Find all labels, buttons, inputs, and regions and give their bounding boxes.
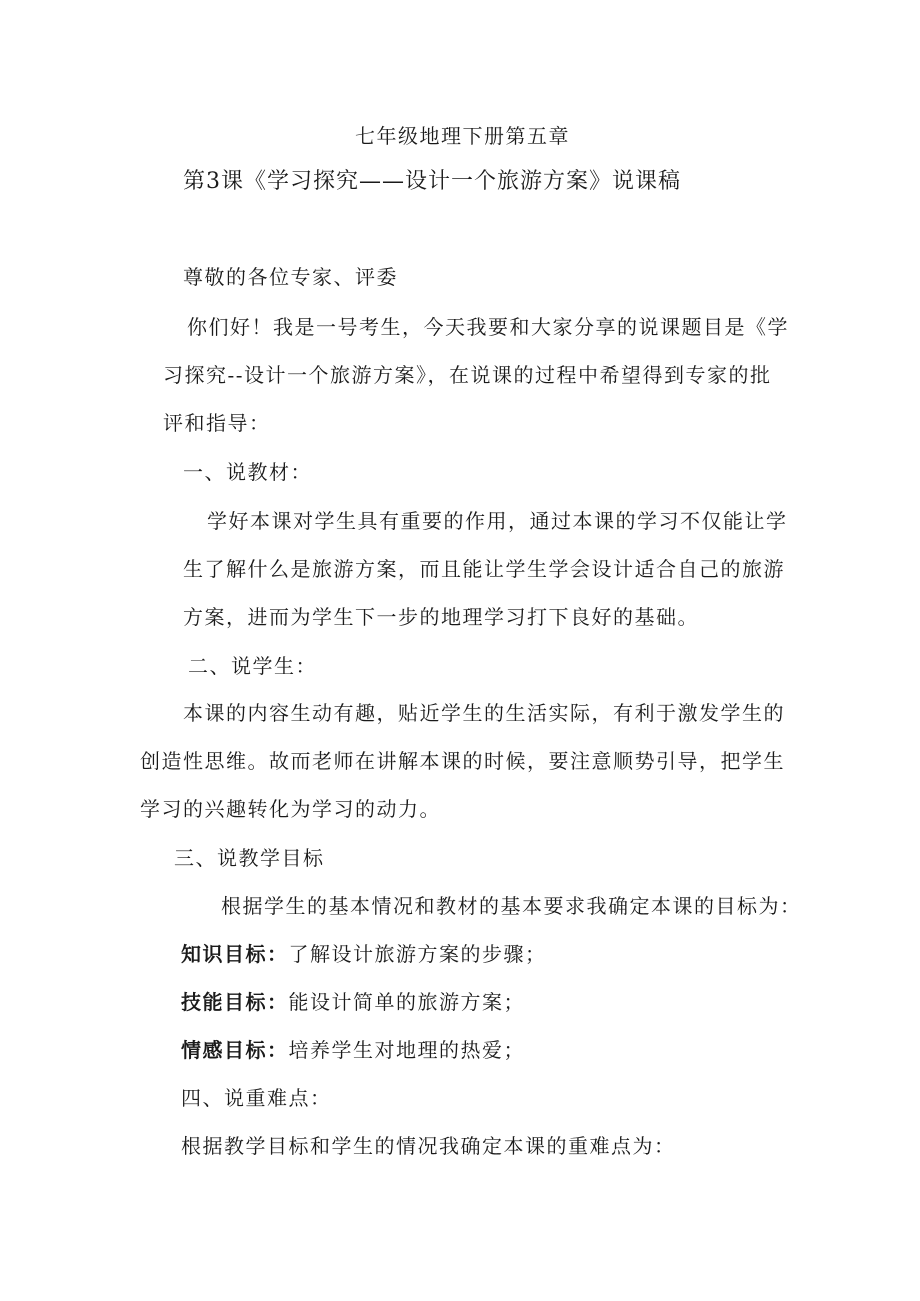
goal-emotion-text: 培养学生对地理的热爱； [288,1038,525,1062]
intro-line-3: 评和指导： [163,411,271,435]
textbook-line-2: 生了解什么是旅游方案，而且能让学生学会设计适合自己的旅游 [183,557,785,581]
key-points-intro: 根据教学目标和学生的情况我确定本课的重难点为： [181,1134,676,1158]
intro-line-2: 习探究--设计一个旅游方案》，在说课的过程中希望得到专家的批 [163,363,772,387]
greeting: 尊敬的各位专家、评委 [183,265,398,289]
document-title: 七年级地理下册第五章 [355,124,570,148]
goal-emotion-label: 情感目标： [181,1038,289,1062]
goal-knowledge [181,940,547,968]
goal-knowledge-label: 知识目标： [181,942,289,966]
students-line-2: 创造性思维。故而老师在讲解本课的时候，要注意顺势引导，把学生 [140,749,785,773]
students-line-3: 学习的兴趣转化为学习的动力。 [140,797,441,821]
goals-intro: 根据学生的基本情况和教材的基本要求我确定本课的目标为： [221,894,802,918]
textbook-line-3: 方案，进而为学生下一步的地理学习打下良好的基础。 [183,605,699,629]
section-heading-textbook: 一、说教材： [183,460,312,484]
section-heading-key-points: 四、说重难点： [181,1086,332,1110]
textbook-line-1: 学好本课对学生具有重要的作用，通过本课的学习不仅能让学 [207,509,788,533]
goal-skill-label: 技能目标： [181,990,289,1014]
students-line-1: 本课的内容生动有趣，贴近学生的生活实际，有利于激发学生的 [183,701,785,725]
section-heading-goals: 三、说教学目标 [174,846,325,870]
goal-emotion [181,1036,525,1064]
goal-skill [181,988,525,1016]
goal-knowledge-text: 了解设计旅游方案的步骤； [288,942,547,966]
document-subtitle: 第3课《学习探究——设计一个旅游方案》说课稿 [183,169,681,194]
section-heading-students: 二、说学生： [188,654,317,678]
intro-line-1: 你们好！我是一号考生，今天我要和大家分享的说课题目是《学 [187,315,789,339]
goal-skill-text: 能设计简单的旅游方案； [288,990,525,1014]
